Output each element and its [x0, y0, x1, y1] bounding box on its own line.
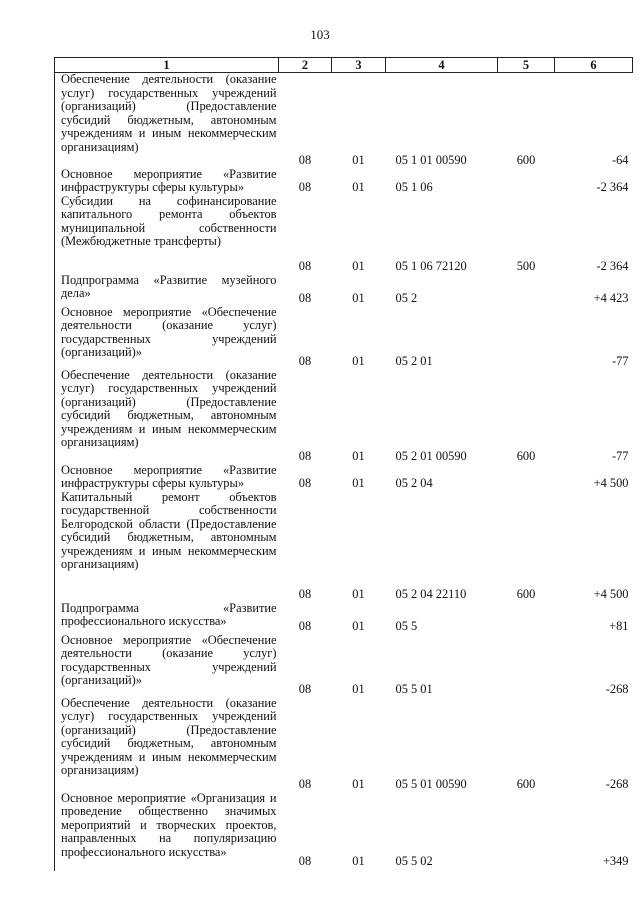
header-col-5: 5: [498, 58, 555, 73]
row-section-cell: 08: [298, 682, 312, 696]
row-code-cell: 05 2 04 22110: [395, 587, 467, 601]
row-amount-cell: -268: [605, 777, 629, 791]
row-subsection-cell: 01: [352, 449, 365, 463]
row-section-cell: 08: [298, 476, 312, 490]
table-row: [55, 73, 633, 168]
row-section-cell: 08: [298, 259, 312, 273]
row-name-cell: Обеспечение деятельности (оказание услуг) государственных учреждений (организаций) (Предоставление субсидий бюджетным, автономным учреждениям и иным некоммерческим организациям): [55, 73, 279, 168]
row-amount-cell: -77: [611, 449, 629, 463]
row-subsection-cell: 01: [352, 619, 365, 633]
row-section-cell: 08: [298, 449, 312, 463]
table-row: [55, 792, 633, 871]
row-amount-cell: -2 364: [596, 259, 629, 273]
header-col-1: 1: [55, 58, 279, 73]
row-type-cell: 600: [516, 777, 536, 791]
row-name-cell: Основное мероприятие «Развитие инфраструктуры сферы культуры»: [55, 464, 279, 491]
row-amount-cell: +81: [609, 619, 629, 633]
row-amount-cell: -77: [611, 354, 629, 368]
row-name-cell: Обеспечение деятельности (оказание услуг) государственных учреждений (организаций) (Предоставление субсидий бюджетным, автономным учреждениям и иным некоммерческим организациям): [55, 369, 279, 464]
header-col-2: 2: [279, 58, 332, 73]
row-subsection-cell: 01: [352, 476, 365, 490]
row-section-cell: 08: [298, 854, 312, 868]
row-type-cell: [498, 464, 555, 491]
row-section-cell: 08: [298, 180, 312, 194]
table-row: [55, 464, 633, 491]
header-row: [55, 58, 633, 73]
budget-table: [54, 57, 633, 871]
row-type-cell: [498, 274, 555, 306]
row-subsection-cell: 01: [352, 777, 365, 791]
row-name-cell: Основное мероприятие «Развитие инфраструктуры сферы культуры»: [55, 168, 279, 195]
row-subsection-cell: 01: [352, 291, 365, 305]
row-code-cell: 05 2: [395, 291, 418, 305]
row-code-cell: 05 5: [395, 619, 418, 633]
table-row: [55, 168, 633, 195]
table-row: [55, 195, 633, 274]
row-type-cell: 600: [516, 153, 536, 167]
row-subsection-cell: 01: [352, 180, 365, 194]
row-section-cell: 08: [298, 587, 312, 601]
table-row: [55, 491, 633, 602]
row-amount-cell: +4 423: [593, 291, 629, 305]
table-row: [55, 306, 633, 369]
header-col-4: 4: [386, 58, 498, 73]
row-code-cell: 05 2 04: [395, 476, 433, 490]
row-code-cell: 05 5 01 00590: [395, 777, 467, 791]
row-section-cell: 08: [298, 777, 312, 791]
row-name-cell: Основное мероприятие «Обеспечение деятельности (оказание услуг) государственных учреждений (организаций)»: [55, 634, 279, 697]
row-name-cell: Основное мероприятие «Организация и проведение общественно значимых мероприятий и творческих проектов, направленных на популяризацию профессионального искусства»: [55, 792, 279, 871]
header-col-6: 6: [555, 58, 633, 73]
row-amount-cell: +4 500: [593, 476, 629, 490]
row-name-cell: Капитальный ремонт объектов государственной собственности Белгородской области (Предоставление субсидий бюджетным, автономным учреждениям и иным некоммерческим организациям): [55, 491, 279, 602]
row-section-cell: 08: [298, 153, 312, 167]
row-type-cell: [498, 792, 555, 871]
row-code-cell: 05 5 02: [395, 854, 433, 868]
row-type-cell: [498, 306, 555, 369]
page-number: 103: [310, 27, 330, 42]
row-name-cell: Основное мероприятие «Обеспечение деятельности (оказание услуг) государственных учреждений (организаций)»: [55, 306, 279, 369]
row-code-cell: 05 1 06: [395, 180, 433, 194]
row-subsection-cell: 01: [352, 354, 365, 368]
row-name-cell: Обеспечение деятельности (оказание услуг) государственных учреждений (организаций) (Предоставление субсидий бюджетным, автономным учреждениям и иным некоммерческим организациям): [55, 697, 279, 792]
row-amount-cell: -64: [611, 153, 629, 167]
row-name-cell: Подпрограмма «Развитие профессионального искусства»: [55, 602, 279, 634]
row-code-cell: 05 2 01: [395, 354, 433, 368]
table-row: [55, 369, 633, 464]
row-type-cell: [498, 634, 555, 697]
row-section-cell: 08: [298, 291, 312, 305]
row-name-cell: Подпрограмма «Развитие музейного дела»: [55, 274, 279, 306]
header-col-3: 3: [332, 58, 386, 73]
row-subsection-cell: 01: [352, 587, 365, 601]
row-name-cell: Субсидии на софинансирование капитального ремонта объектов муниципальной собственности (Межбюджетные трансферты): [55, 195, 279, 274]
row-amount-cell: +4 500: [593, 587, 629, 601]
table-row: [55, 602, 633, 634]
row-section-cell: 08: [298, 619, 312, 633]
row-code-cell: 05 1 01 00590: [395, 153, 467, 167]
row-type-cell: 500: [516, 259, 536, 273]
row-subsection-cell: 01: [352, 854, 365, 868]
row-section-cell: 08: [298, 354, 312, 368]
row-amount-cell: -2 364: [596, 180, 629, 194]
row-subsection-cell: 01: [352, 682, 365, 696]
row-subsection-cell: 01: [352, 153, 365, 167]
table-row: [55, 697, 633, 792]
table-row: [55, 634, 633, 697]
row-type-cell: [498, 168, 555, 195]
row-type-cell: 600: [516, 449, 536, 463]
row-code-cell: 05 5 01: [395, 682, 433, 696]
row-code-cell: 05 2 01 00590: [395, 449, 467, 463]
table-row: [55, 274, 633, 306]
row-subsection-cell: 01: [352, 259, 365, 273]
row-amount-cell: -268: [605, 682, 629, 696]
row-type-cell: [498, 602, 555, 634]
row-amount-cell: +349: [602, 854, 629, 868]
row-code-cell: 05 1 06 72120: [395, 259, 467, 273]
row-type-cell: 600: [516, 587, 536, 601]
